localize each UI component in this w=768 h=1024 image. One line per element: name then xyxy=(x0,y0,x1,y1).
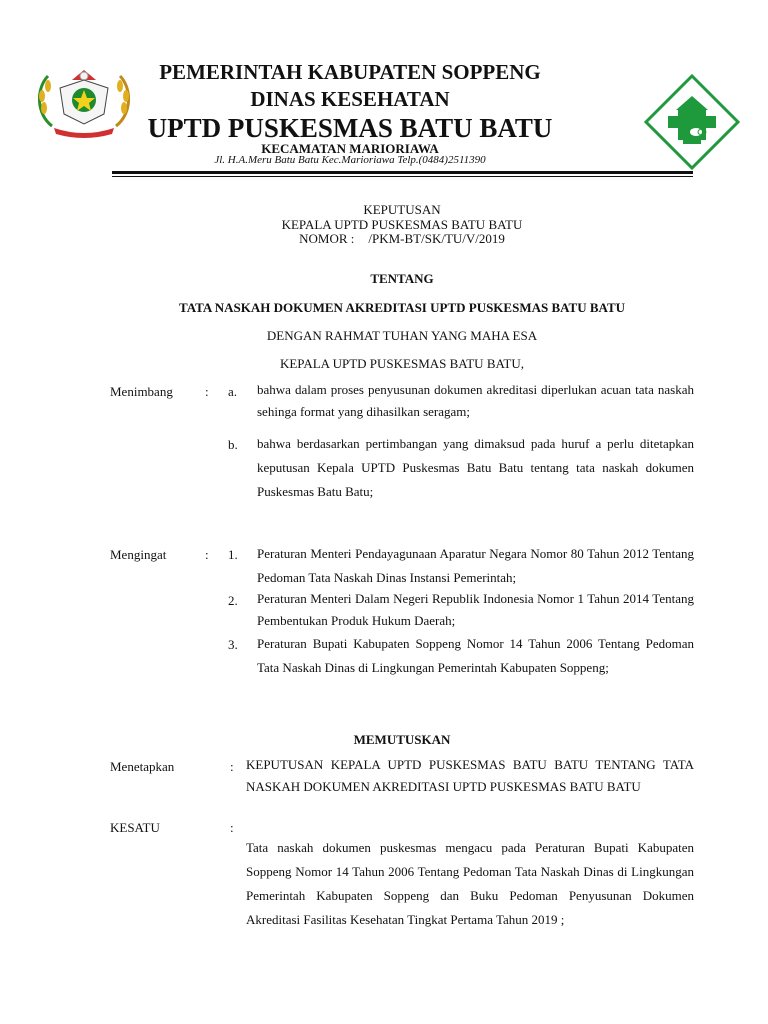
header-institution: UPTD PUSKESMAS BATU BATU xyxy=(147,113,553,143)
mengingat-text-2: Peraturan Menteri Dalam Negeri Republik Indonesia Nomor 1 Tahun 2014 Tentang Pembentukan Produk Hukum Daerah; xyxy=(257,591,694,628)
decree-subject: TATA NASKAH DOKUMEN AKREDITASI UPTD PUSKESMAS BATU BATU xyxy=(178,300,626,315)
emblem-ribbon-text: SOPPENG xyxy=(71,127,97,133)
header-divider-thick xyxy=(112,171,693,174)
menimbang-text-b: bahwa berdasarkan pertimbangan yang dimaksud pada huruf a perlu ditetapkan keputusan Kepala UPTD Puskesmas Batu Batu tentang tata naskah dokumen Puskesmas Batu Batu; xyxy=(257,436,694,499)
mengingat-label: Mengingat xyxy=(110,547,167,562)
decree-title: KEPUTUSAN xyxy=(363,202,441,217)
mengingat-marker-1: 1. xyxy=(228,547,238,562)
mengingat-colon: : xyxy=(205,547,209,562)
decree-number-value: /PKM-BT/SK/TU/V/2019 xyxy=(368,231,505,246)
mengingat-marker-2: 2. xyxy=(228,593,238,608)
menimbang-colon: : xyxy=(205,384,209,399)
menimbang-marker-a: a. xyxy=(228,384,238,399)
menimbang-text-a: bahwa dalam proses penyusunan dokumen akreditasi diperlukan acuan tata naskah sehinga format yang dihasilkan seragam; xyxy=(257,382,694,419)
mengingat-marker-3: 3. xyxy=(228,637,238,652)
header-address: Jl. H.A.Meru Batu Batu Kec.Marioriawa Telp.(0484)2511390 xyxy=(214,154,486,166)
menimbang-marker-b: b. xyxy=(228,437,238,452)
kesatu-colon: : xyxy=(230,820,234,835)
header-divider-thin xyxy=(112,176,693,177)
decree-number-label: NOMOR : xyxy=(299,231,355,246)
kesatu-label: KESATU xyxy=(110,820,160,835)
mengingat-text-3: Peraturan Bupati Kabupaten Soppeng Nomor 14 Tahun 2006 Tentang Pedoman Tata Naskah Dinas di Lingkungan Pemerintah Kabupaten Soppeng; xyxy=(257,636,694,675)
decree-blessing: DENGAN RAHMAT TUHAN YANG MAHA ESA xyxy=(266,328,538,343)
header-district: KECAMATAN MARIORIAWA xyxy=(261,141,439,156)
decree-issuer: KEPALA UPTD PUSKESMAS BATU BATU xyxy=(281,217,523,232)
header-government: PEMERINTAH KABUPATEN SOPPENG xyxy=(159,60,541,84)
memutuskan-heading: MEMUTUSKAN xyxy=(353,732,451,747)
mengingat-text-1: Peraturan Menteri Pendayagunaan Aparatur Negara Nomor 80 Tahun 2012 Tentang Pedoman Tata Naskah Dinas Instansi Pemerintah; xyxy=(257,546,694,585)
decree-head: KEPALA UPTD PUSKESMAS BATU BATU, xyxy=(279,356,525,371)
menetapkan-text: KEPUTUSAN KEPALA UPTD PUSKESMAS BATU BATU TENTANG TATA NASKAH DOKUMEN AKREDITASI UPTD PUSKESMAS BATU BATU xyxy=(246,757,694,794)
menimbang-label: Menimbang xyxy=(110,384,173,399)
puskesmas-logo-icon xyxy=(644,74,740,170)
decree-about: TENTANG xyxy=(370,271,434,286)
menetapkan-label: Menetapkan xyxy=(110,759,175,774)
decree-number xyxy=(110,231,694,246)
header-department: DINAS KESEHATAN xyxy=(250,87,450,111)
kesatu-text: Tata naskah dokumen puskesmas mengacu pada Peraturan Bupati Kabupaten Soppeng Nomor 14 Tahun 2006 Tentang Pedoman Tata Naskah Dinas di Lingkungan Pemerintah Kabupaten Soppeng dan Buku Pedoman Penyusunan Dokumen Akreditasi Fasilitas Kesehatan Tingkat Pertama Tahun 2019 ; xyxy=(246,840,694,927)
menetapkan-colon: : xyxy=(230,759,234,774)
